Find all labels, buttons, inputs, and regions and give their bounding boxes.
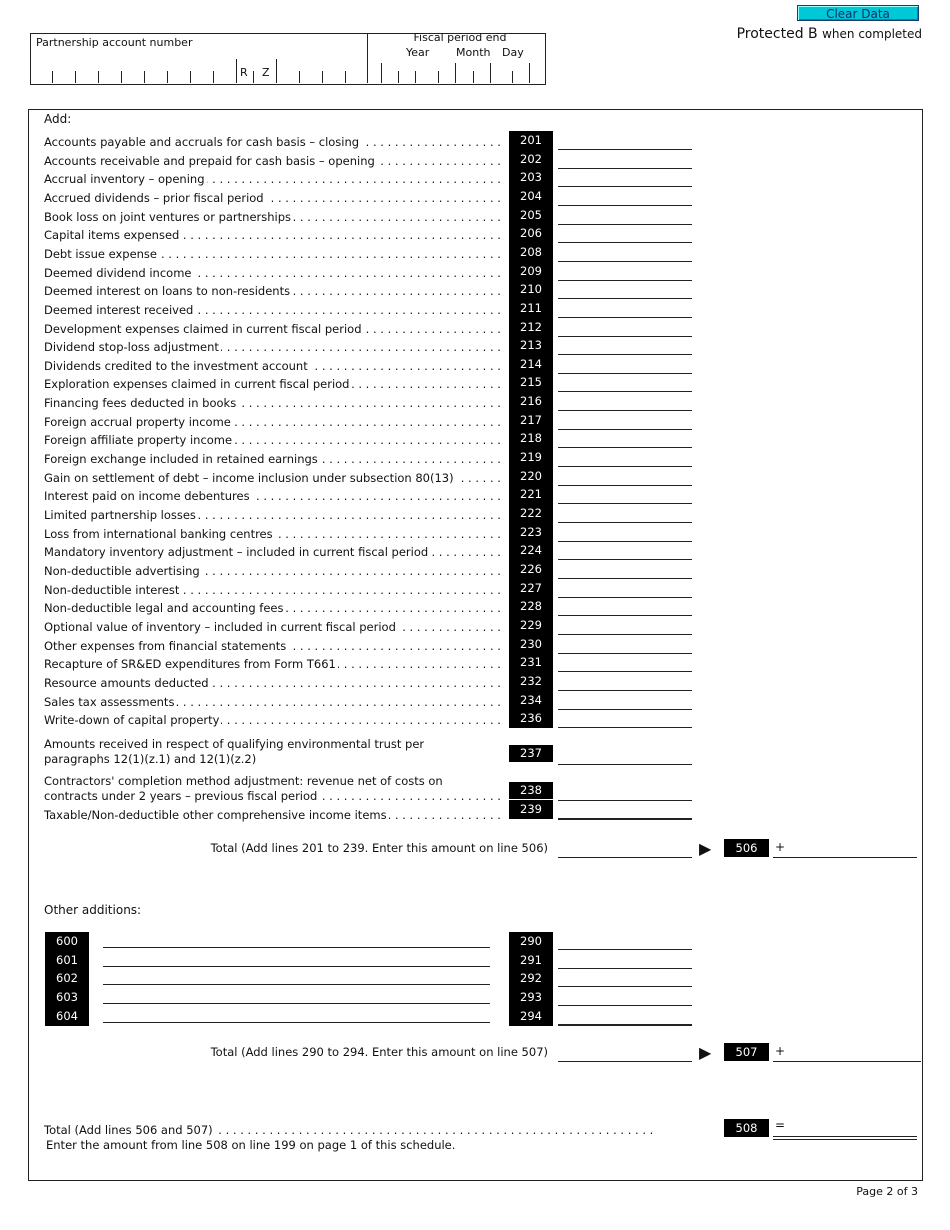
total-507-label: Total (Add lines 290 to 294. Enter this amount on line 507) <box>210 1045 548 1059</box>
code-box-239: 239 <box>509 800 553 819</box>
fiscal-period-label: Fiscal period end <box>413 31 507 44</box>
line-238-label-b <box>44 789 500 803</box>
code-box-218: 218 <box>509 429 553 448</box>
amount-field-204[interactable] <box>558 205 692 206</box>
line-236-text: Write-down of capital property <box>44 713 220 728</box>
amount-field-214[interactable] <box>558 373 692 374</box>
month-label: Month <box>456 46 491 59</box>
amount-field-201[interactable] <box>558 149 692 150</box>
amount-field-291[interactable] <box>558 968 692 969</box>
amount-field-507[interactable] <box>773 1061 921 1062</box>
line-224-label <box>44 545 500 559</box>
line-214-label <box>44 359 500 373</box>
code-box-217: 217 <box>509 411 553 430</box>
fiscal-digit-tick <box>512 71 513 83</box>
code-box-221: 221 <box>509 485 553 504</box>
description-field-604[interactable] <box>103 1022 490 1023</box>
account-digit-tick <box>144 71 145 83</box>
amount-field-211[interactable] <box>558 317 692 318</box>
code-box-602: 602 <box>45 969 89 988</box>
line-230-label <box>44 639 500 653</box>
account-digit-tick <box>190 71 191 83</box>
fiscal-digit-tick <box>529 63 530 83</box>
amount-field-227[interactable] <box>558 597 692 598</box>
line-220-label <box>44 471 500 485</box>
amount-field-205[interactable] <box>558 224 692 225</box>
amount-field-221[interactable] <box>558 503 692 504</box>
code-box-237: 237 <box>509 745 553 762</box>
line-219-label <box>44 452 500 466</box>
amount-field-237[interactable] <box>558 764 692 765</box>
line-205-text: Book loss on joint ventures or partnerships <box>44 209 292 224</box>
line-202-label <box>44 154 500 168</box>
line-217-label <box>44 415 500 429</box>
amount-field-216[interactable] <box>558 410 692 411</box>
code-box-203: 203 <box>509 168 553 187</box>
line-223-label <box>44 527 500 541</box>
amount-field-238[interactable] <box>558 800 692 801</box>
page-number: Page 2 of 3 <box>856 1185 918 1198</box>
code-box-202: 202 <box>509 150 553 169</box>
line-204-label <box>44 191 500 205</box>
amount-field-239[interactable] <box>558 818 692 820</box>
code-box-204: 204 <box>509 187 553 206</box>
code-box-206: 206 <box>509 224 553 243</box>
amount-field-203[interactable] <box>558 186 692 187</box>
line-203-label <box>44 172 500 186</box>
amount-field-215[interactable] <box>558 391 692 392</box>
line-228-text: Non-deductible legal and accounting fees <box>44 601 284 616</box>
code-box-211: 211 <box>509 299 553 318</box>
amount-field-290[interactable] <box>558 949 692 950</box>
line-238-text: contracts under 2 years – previous fiscal period <box>44 789 318 803</box>
code-box-228: 228 <box>509 597 553 616</box>
amount-field-230[interactable] <box>558 653 692 654</box>
amount-field-224[interactable] <box>558 559 692 560</box>
total-508-text: Total (Add lines 506 and 507) <box>44 1123 213 1137</box>
line-212-text: Development expenses claimed in current fiscal period <box>44 321 362 336</box>
line-237-label-a: Amounts received in respect of qualifying environmental trust per <box>44 737 425 751</box>
plus-sign-507: + <box>775 1044 786 1058</box>
line-226-text: Non-deductible advertising <box>44 563 200 578</box>
clear-data-button[interactable]: Clear Data <box>797 5 919 21</box>
line-221-label <box>44 489 500 503</box>
amount-field-223[interactable] <box>558 541 692 542</box>
code-box-222: 222 <box>509 504 553 523</box>
line-211-label <box>44 303 500 317</box>
code-box-230: 230 <box>509 635 553 654</box>
code-box-209: 209 <box>509 262 553 281</box>
leader-dots: . . . . . . . . . . . . . . . . . . . . . . . . . . . . . . . . . . . . . . . . . . . . . . . . . . . . . . . . . . . . <box>214 1123 654 1137</box>
line-215-label <box>44 377 500 391</box>
plus-sign-506: + <box>775 840 786 854</box>
line-232-text: Resource amounts deducted <box>44 675 209 690</box>
subtotal-506-field[interactable] <box>558 857 692 858</box>
line-210-label <box>44 284 500 298</box>
line-237-label-b: paragraphs 12(1)(z.1) and 12(1)(z.2) <box>44 752 257 766</box>
account-digit-tick <box>75 71 76 83</box>
amount-field-212[interactable] <box>558 336 692 337</box>
amount-field-229[interactable] <box>558 634 692 635</box>
line-212-label <box>44 322 500 336</box>
code-box-227: 227 <box>509 579 553 598</box>
amount-field-232[interactable] <box>558 690 692 691</box>
line-236-label <box>44 713 500 727</box>
amount-field-209[interactable] <box>558 280 692 281</box>
account-digit-tick <box>276 59 277 83</box>
line-201-label <box>44 135 500 149</box>
account-digit-tick <box>121 71 122 83</box>
line-204-text: Accrued dividends – prior fiscal period <box>44 190 264 205</box>
line-231-text: Recapture of SR&ED expenditures from Form T661 <box>44 657 336 672</box>
other-additions-heading: Other additions: <box>44 903 142 917</box>
header-divider <box>367 33 368 83</box>
code-box-210: 210 <box>509 280 553 299</box>
line-230-text: Other expenses from financial statements <box>44 638 287 653</box>
amount-field-231[interactable] <box>558 671 692 672</box>
code-box-604: 604 <box>45 1007 89 1026</box>
line-211-text: Deemed interest received <box>44 302 194 317</box>
protected-b-notice <box>720 26 922 42</box>
fiscal-digit-tick <box>381 63 382 83</box>
line-201-text: Accounts payable and accruals for cash basis – closing <box>44 135 360 149</box>
code-box-212: 212 <box>509 318 553 337</box>
line-219-text: Foreign exchange included in retained earnings <box>44 452 318 467</box>
line-209-label <box>44 266 500 280</box>
code-box-215: 215 <box>509 373 553 392</box>
amount-field-508[interactable] <box>773 1136 917 1137</box>
equals-sign-508: = <box>775 1118 786 1132</box>
account-z-letter: Z <box>262 66 270 79</box>
amount-field-213[interactable] <box>558 354 692 355</box>
code-box-232: 232 <box>509 672 553 691</box>
line-228-label <box>44 601 500 615</box>
total-506-label: Total (Add lines 201 to 239. Enter this amount on line 506) <box>210 841 548 855</box>
amount-field-506[interactable] <box>773 857 917 858</box>
line-226-label <box>44 564 500 578</box>
description-field-603[interactable] <box>103 1003 490 1004</box>
amount-field-222[interactable] <box>558 522 692 523</box>
total-508-label <box>44 1123 720 1137</box>
code-box-290: 290 <box>509 932 553 951</box>
code-box-219: 219 <box>509 448 553 467</box>
line-217-text: Foreign accrual property income <box>44 414 231 429</box>
amount-field-206[interactable] <box>558 242 692 243</box>
line-220-text: Gain on settlement of debt – income inclusion under subsection 80(13) <box>44 470 454 485</box>
amount-field-208[interactable] <box>558 261 692 262</box>
line-231-label <box>44 657 500 671</box>
account-number-label: Partnership account number <box>36 36 193 49</box>
fiscal-digit-tick <box>490 63 491 83</box>
line-208-text: Debt issue expense <box>44 246 158 261</box>
line-216-label <box>44 396 500 410</box>
line-208-label <box>44 247 500 261</box>
line-215-text: Exploration expenses claimed in current fiscal period <box>44 377 350 392</box>
description-field-601[interactable] <box>103 966 490 967</box>
line-202-text: Accounts receivable and prepaid for cash basis – opening <box>44 153 375 168</box>
amount-field-292[interactable] <box>558 986 692 987</box>
code-box-238: 238 <box>509 782 553 799</box>
amount-field-236[interactable] <box>558 727 692 728</box>
line-222-label <box>44 508 500 522</box>
code-box-294: 294 <box>509 1007 553 1026</box>
line-218-text: Foreign affiliate property income <box>44 433 233 448</box>
line-227-text: Non-deductible interest <box>44 582 180 597</box>
line-203-text: Accrual inventory – opening <box>44 172 205 187</box>
code-box-236: 236 <box>509 709 553 728</box>
fiscal-digit-tick <box>438 71 439 83</box>
amount-field-293[interactable] <box>558 1005 692 1006</box>
line-209-text: Deemed dividend income <box>44 265 192 280</box>
amount-field-202[interactable] <box>558 168 692 169</box>
line-206-label <box>44 228 500 242</box>
protected-main: Protected B <box>736 26 818 42</box>
description-field-602[interactable] <box>103 984 490 985</box>
fiscal-digit-tick <box>473 71 474 83</box>
amount-field-228[interactable] <box>558 615 692 616</box>
code-box-508: 508 <box>724 1119 769 1137</box>
total-508-note: Enter the amount from line 508 on line 199 on page 1 of this schedule. <box>46 1138 456 1152</box>
line-234-text: Sales tax assessments <box>44 694 175 709</box>
line-229-text: Optional value of inventory – included in current fiscal period <box>44 619 396 634</box>
account-digit-tick <box>98 71 99 83</box>
protected-suffix: when completed <box>822 27 922 41</box>
account-digit-tick <box>52 71 53 83</box>
code-box-601: 601 <box>45 951 89 970</box>
line-239-label <box>44 808 500 822</box>
code-box-231: 231 <box>509 653 553 672</box>
line-216-text: Financing fees deducted in books <box>44 396 237 411</box>
subtotal-507-field[interactable] <box>558 1061 692 1062</box>
amount-field-220[interactable] <box>558 485 692 486</box>
line-218-label <box>44 433 500 447</box>
account-digit-tick <box>345 71 346 83</box>
line-238-label-a: Contractors' completion method adjustment: revenue net of costs on <box>44 774 443 788</box>
account-digit-tick <box>322 71 323 83</box>
line-229-label <box>44 620 500 634</box>
double-underline <box>773 1139 917 1140</box>
code-box-229: 229 <box>509 616 553 635</box>
code-box-205: 205 <box>509 206 553 225</box>
line-227-label <box>44 583 500 597</box>
account-digit-tick <box>213 71 214 83</box>
code-box-213: 213 <box>509 336 553 355</box>
fiscal-digit-tick <box>415 71 416 83</box>
code-box-293: 293 <box>509 988 553 1007</box>
account-digit-tick <box>299 71 300 83</box>
account-digit-tick <box>167 71 168 83</box>
code-box-220: 220 <box>509 467 553 486</box>
code-box-506: 506 <box>724 839 769 857</box>
fiscal-digit-tick <box>455 63 456 83</box>
code-box-214: 214 <box>509 355 553 374</box>
add-heading: Add: <box>44 112 72 126</box>
amount-field-219[interactable] <box>558 466 692 467</box>
day-label: Day <box>502 46 524 59</box>
amount-field-294[interactable] <box>558 1024 692 1026</box>
line-210-text: Deemed interest on loans to non-residents <box>44 284 291 299</box>
account-digit-tick <box>236 59 237 83</box>
code-box-507: 507 <box>724 1043 769 1061</box>
line-205-label <box>44 210 500 224</box>
fiscal-digit-tick <box>398 71 399 83</box>
code-box-201: 201 <box>509 131 553 150</box>
line-239-text: Taxable/Non-deductible other comprehensive income items <box>44 808 387 822</box>
description-field-600[interactable] <box>103 947 490 948</box>
code-box-223: 223 <box>509 523 553 542</box>
code-box-234: 234 <box>509 691 553 710</box>
line-206-text: Capital items expensed <box>44 228 180 243</box>
line-221-text: Interest paid on income debentures <box>44 489 250 504</box>
code-box-208: 208 <box>509 243 553 262</box>
code-box-216: 216 <box>509 392 553 411</box>
line-213-text: Dividend stop-loss adjustment <box>44 340 219 355</box>
amount-field-234[interactable] <box>558 709 692 710</box>
amount-field-217[interactable] <box>558 429 692 430</box>
code-box-224: 224 <box>509 541 553 560</box>
amount-field-226[interactable] <box>558 578 692 579</box>
line-232-label <box>44 676 500 690</box>
code-box-291: 291 <box>509 951 553 970</box>
account-digit-tick <box>253 71 254 83</box>
line-224-text: Mandatory inventory adjustment – included in current fiscal period <box>44 545 429 560</box>
amount-field-218[interactable] <box>558 447 692 448</box>
line-222-text: Limited partnership losses <box>44 508 196 522</box>
code-box-600: 600 <box>45 932 89 951</box>
line-213-label <box>44 340 500 354</box>
code-box-226: 226 <box>509 560 553 579</box>
line-214-text: Dividends credited to the investment account <box>44 358 308 373</box>
amount-field-210[interactable] <box>558 298 692 299</box>
code-box-292: 292 <box>509 969 553 988</box>
line-223-text: Loss from international banking centres <box>44 526 273 541</box>
arrow-right-icon: ▶ <box>699 1043 712 1062</box>
arrow-right-icon: ▶ <box>699 839 712 858</box>
year-label: Year <box>406 46 430 59</box>
line-234-label <box>44 695 500 709</box>
account-r-letter: R <box>240 66 248 79</box>
code-box-603: 603 <box>45 988 89 1007</box>
